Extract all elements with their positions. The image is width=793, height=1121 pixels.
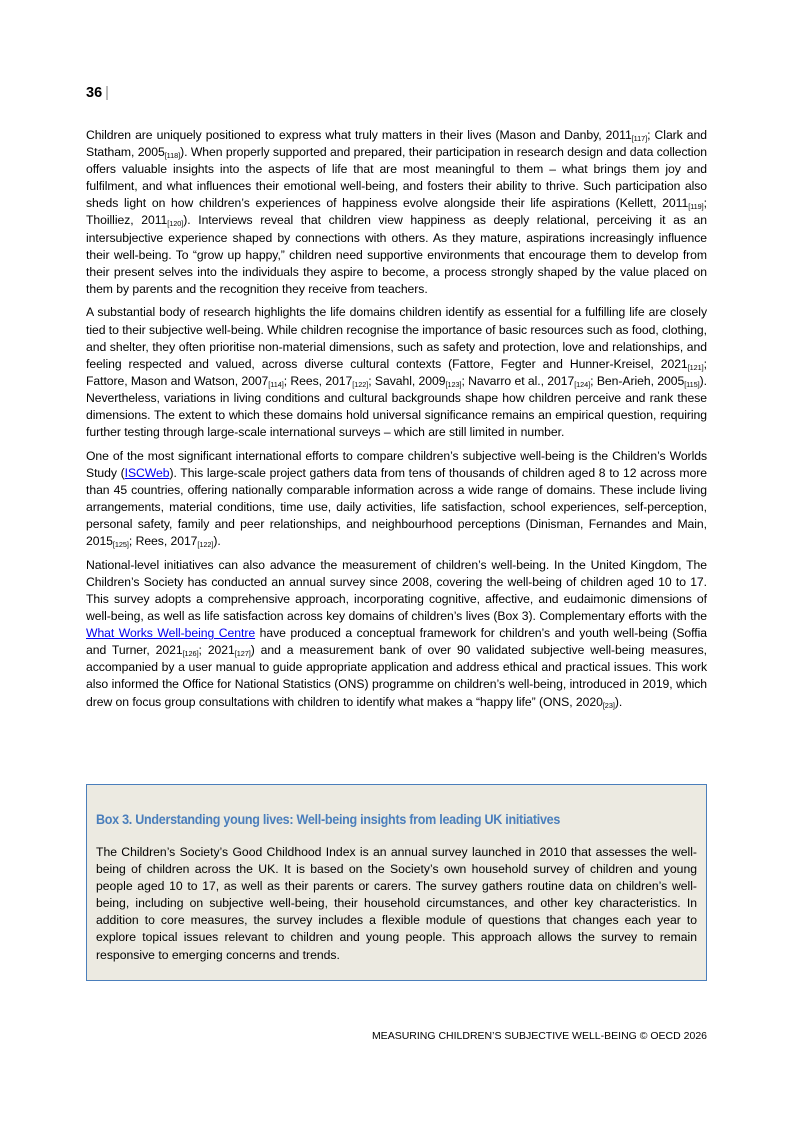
paragraph-2 xyxy=(86,304,707,441)
text-run: One of the most significant international efforts to compare children’s subjective well-being is the Children’s Worlds Study ( xyxy=(86,448,707,480)
text-run: ; Thoilliez, 2011 xyxy=(86,196,707,228)
citation-ref: [23] xyxy=(602,700,615,710)
text-run: ; Clark and Statham, 2005 xyxy=(86,128,707,160)
paragraph-1 xyxy=(86,127,707,298)
citation-ref: [121] xyxy=(687,362,704,372)
link-iscweb[interactable]: ISCWeb xyxy=(124,465,170,480)
page-footer: MEASURING CHILDREN’S SUBJECTIVE WELL-BEING © OECD 2026 xyxy=(371,1030,707,1042)
text-run: ). xyxy=(614,694,623,709)
text-run: ). Interviews reveal that children view happiness as deeply relational, perceiving it as an intersubjective experience shaped by connections with others. As they mature, aspirations increasingly influence their well-being. To “grow up happy,” children need supportive environments that encourage them to develop from their present selves into the individuals they aspire to become, a process strongly shaped by the value placed on them by parents and the recognition they receive from teachers. xyxy=(86,213,707,296)
paragraph-3 xyxy=(86,448,707,551)
citation-ref: [120] xyxy=(167,219,184,229)
paragraph-4 xyxy=(86,557,707,711)
citation-ref: [124] xyxy=(574,379,591,389)
text-run: have produced a conceptual framework for children’s and youth well-being (Soffia and Turner, 2021 xyxy=(86,626,707,658)
text-run: ; Fattore, Mason and Watson, 2007 xyxy=(86,356,707,388)
text-run: ; Rees, 2017 xyxy=(283,373,353,388)
text-run: Children are uniquely positioned to express what truly matters in their lives (Mason and Danby, 2011 xyxy=(86,128,632,142)
header-separator: | xyxy=(105,85,109,101)
citation-ref: [122] xyxy=(197,540,214,550)
text-run: ; Savahl, 2009 xyxy=(368,373,446,388)
citation-ref: [117] xyxy=(631,134,648,143)
text-run: ) and a measurement bank of over 90 validated subjective well-being measures, accompanied by a user manual to guide appropriate application and address ethical and practical issues. This work also informed the Office for National Statistics (ONS) programme on children’s well-being, introduced in 2019, which drew on focus group consultations with children to identify what makes a “happy life” (ONS, 2020 xyxy=(86,643,707,709)
page-number: 36 xyxy=(86,85,103,101)
text-run: ). This large-scale project gathers data from tens of thousands of children aged 8 to 12 across more than 45 countries, offering nationally comparable information across a wide range of domains. These include living arrangements, material conditions, time use, daily activities, life satisfaction, school experiences, self-perception, personal safety, family and peer relationships, and neighbourhood perceptions (Dinisman, Fernandes and Main, 2015 xyxy=(86,465,707,549)
citation-ref: [123] xyxy=(445,379,462,389)
citation-ref: [115] xyxy=(684,379,700,389)
box-body: The Children’s Society’s Good Childhood Index is an annual survey launched in 2010 that assesses the well-being of children across the UK. It is based on the Society’s own household survey of children and young people aged 10 to 17, as well as their parents or carers. The survey gathers routine data on children’s well-being, including on subjective well-being, their household circumstances, and other key characteristics. In addition to core measures, the survey includes a flexible module of questions that changes each year to explore topical issues relevant to children and young people. This approach allows the survey to remain responsive to emerging concerns and trends. xyxy=(96,845,697,962)
text-run: ; 2021 xyxy=(198,643,235,658)
box-title: Box 3. Understanding young lives: Well-being insights from leading UK initiatives xyxy=(96,812,561,827)
text-run: National-level initiatives can also advance the measurement of children’s well-being. In the United Kingdom, The Children’s Society has conducted an annual survey since 2008, covering the well-being of children aged 10 to 17. This survey adopts a comprehensive approach, incorporating cognitive, affective, and eudaimonic dimensions of well-being, as well as life satisfaction across key domains of children’s lives (Box 3). Complementary efforts with the xyxy=(86,557,707,624)
text-run: ). xyxy=(213,534,221,549)
citation-ref: [114] xyxy=(268,379,284,389)
citation-ref: [119] xyxy=(688,202,704,212)
text-run: ; Ben-Arieh, 2005 xyxy=(590,373,685,388)
citation-ref: [127] xyxy=(234,649,251,659)
main-content xyxy=(86,127,707,717)
citation-ref: [125] xyxy=(112,540,129,550)
citation-ref: [126] xyxy=(182,649,199,659)
text-run: ; Navarro et al., 2017 xyxy=(461,373,575,388)
citation-ref: [122] xyxy=(352,379,369,389)
text-run: ). When properly supported and prepared, their participation in research design and data collection offers valuable insights into the aspects of life that are most meaningful to them – what brings them joy and fulfilment, and what influences their emotional well-being, and fosters their ability to thrive. Such participation also sheds light on how children’s experiences of happiness evolve alongside their life aspirations (Kellett, 2011 xyxy=(86,145,708,211)
text-run: ). Nevertheless, variations in living conditions and cultural backgrounds shape how children perceive and rank these dimensions. The extent to which these domains hold universal significance remains an empirical question, requiring further testing through large-scale international surveys – which are still limited in number. xyxy=(86,373,707,440)
link-what-works-well-being-centre[interactable]: What Works Well-being Centre xyxy=(86,626,256,641)
text-run: A substantial body of research highlights the life domains children identify as essential for a fulfilling life are closely tied to their subjective well-being. While children recognise the importance of basic resources such as food, clothing, and shelter, they often prioritise non-material dimensions, such as safety and protection, love and relationships, and feeling respected and valued, across diverse cultural contexts (Fattore, Fegter and Hunner-Kreisel, 2021 xyxy=(86,305,707,371)
page-header xyxy=(86,84,109,102)
box-3 xyxy=(86,784,707,981)
text-run: ; Rees, 2017 xyxy=(128,534,198,549)
citation-ref: [118] xyxy=(164,151,181,161)
